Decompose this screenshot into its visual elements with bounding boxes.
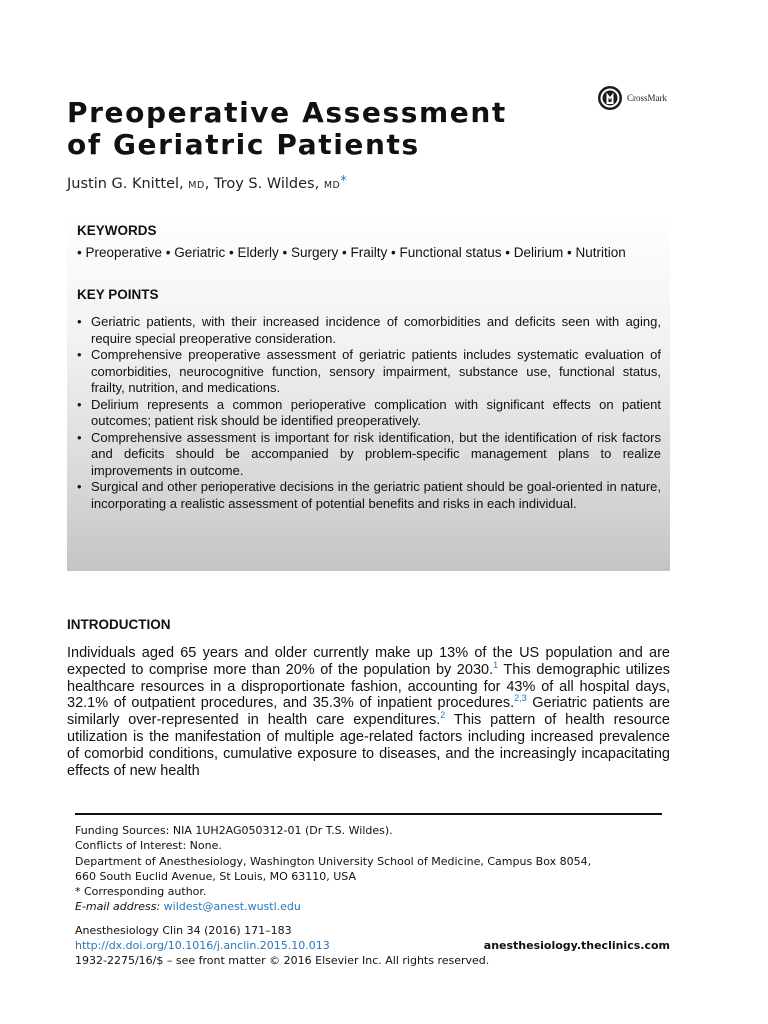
email-link[interactable]: wildest@anest.wustl.edu <box>163 900 301 914</box>
email-label: E-mail address: <box>75 900 161 914</box>
key-points-heading: KEY POINTS <box>77 287 159 302</box>
copyright-line: 1932-2275/16/$ – see front matter © 2016 Elsevier Inc. All rights reserved. <box>75 954 490 968</box>
journal-website-link[interactable]: anesthesiology.theclinics.com <box>483 939 670 953</box>
footnote-divider <box>75 813 662 815</box>
department-line-2: 660 South Euclid Avenue, St Louis, MO 63110, USA <box>75 869 356 883</box>
crossmark-icon <box>597 85 623 111</box>
title-line-1: Preoperative Assessment <box>67 95 507 129</box>
doi-link[interactable]: http://dx.doi.org/10.1016/j.anclin.2015.10.013 <box>75 939 330 953</box>
doi-row <box>75 938 670 953</box>
journal-citation: Anesthesiology Clin 34 (2016) 171–183 <box>75 923 292 937</box>
footnotes <box>75 823 670 969</box>
keywords-heading: KEYWORDS <box>77 223 157 238</box>
conflicts-note: Conflicts of Interest: None. <box>75 839 222 853</box>
key-point-item: • Comprehensive preoperative assessment of geriatric patients includes systematic evaluation of comorbidities, neurocognitive function, sensory impairment, substance use, functional status, frailty, nutrition, and medications. <box>77 347 661 397</box>
key-point-item: • Comprehensive assessment is important for risk identification, but the identification of risk factors and deficits should be accompanied by problem-specific management plans to realize improvements in outcome. <box>77 430 661 480</box>
key-points-list <box>77 314 661 512</box>
intro-text-1: Individuals aged 65 years and older currently make up 13% of the US population and are expected to comprise more than 20% of the population by 2030. <box>67 645 670 678</box>
intro-text-4: This pattern of health resource utilization is the manifestation of multiple age-related factors including increased prevalence of comorbid conditions, cumulative exposure to diseases, and the increasingly incapacitating effects of new health <box>67 712 670 779</box>
intro-text-3: Geriatric patients are similarly over-represented in health care expenditures. <box>67 695 670 729</box>
keywords-keypoints-box <box>67 213 670 571</box>
email-row <box>75 899 670 914</box>
crossmark-badge[interactable] <box>597 85 667 111</box>
article-title <box>67 97 567 161</box>
reference-link-2[interactable]: 2 <box>440 710 446 721</box>
key-point-item: • Delirium represents a common perioperative complication with significant effects on patient outcomes; patient risk should be identified preoperatively. <box>77 397 661 430</box>
introduction-heading: INTRODUCTION <box>67 617 171 632</box>
crossmark-label: CrossMark <box>627 93 667 103</box>
reference-link-2-3[interactable]: 2,3 <box>514 693 527 704</box>
funding-note: Funding Sources: NIA 1UH2AG050312-01 (Dr T.S. Wildes). <box>75 824 393 837</box>
key-point-item: • Geriatric patients, with their increased incidence of comorbidities and deficits seen with aging, require special preoperative consideration. <box>77 314 661 347</box>
author-1-name: Justin G. Knittel, <box>67 176 184 192</box>
department-line-1: Department of Anesthesiology, Washington University School of Medicine, Campus Box 8054, <box>75 854 592 868</box>
author-2-name: Troy S. Wildes, <box>214 176 320 192</box>
reference-link-1[interactable]: 1 <box>493 659 499 670</box>
corresponding-note: * Corresponding author. <box>75 885 207 899</box>
author-line: Justin G. Knittel, MD, Troy S. Wildes, MD* <box>67 174 347 192</box>
key-point-item: • Surgical and other perioperative decisions in the geriatric patient should be goal-oriented in nature, incorporating a realistic assessment of potential benefits and risks in each individual. <box>77 479 661 512</box>
title-line-2: of Geriatric Patients <box>67 127 420 161</box>
corresponding-author-mark[interactable]: * <box>340 174 347 189</box>
keywords-list: • Preoperative • Geriatric • Elderly • Surgery • Frailty • Functional status • Delirium • Nutrition <box>77 245 626 260</box>
intro-text-2: This demographic utilizes healthcare resources in a disproportionate fashion, accounting for 43% of all hospital days, 32.1% of outpatient procedures, and 35.3% of inpatient procedures. <box>67 661 670 712</box>
introduction-paragraph <box>67 645 670 779</box>
author-2-degree: MD <box>323 180 341 191</box>
author-1-degree: MD <box>188 180 205 191</box>
